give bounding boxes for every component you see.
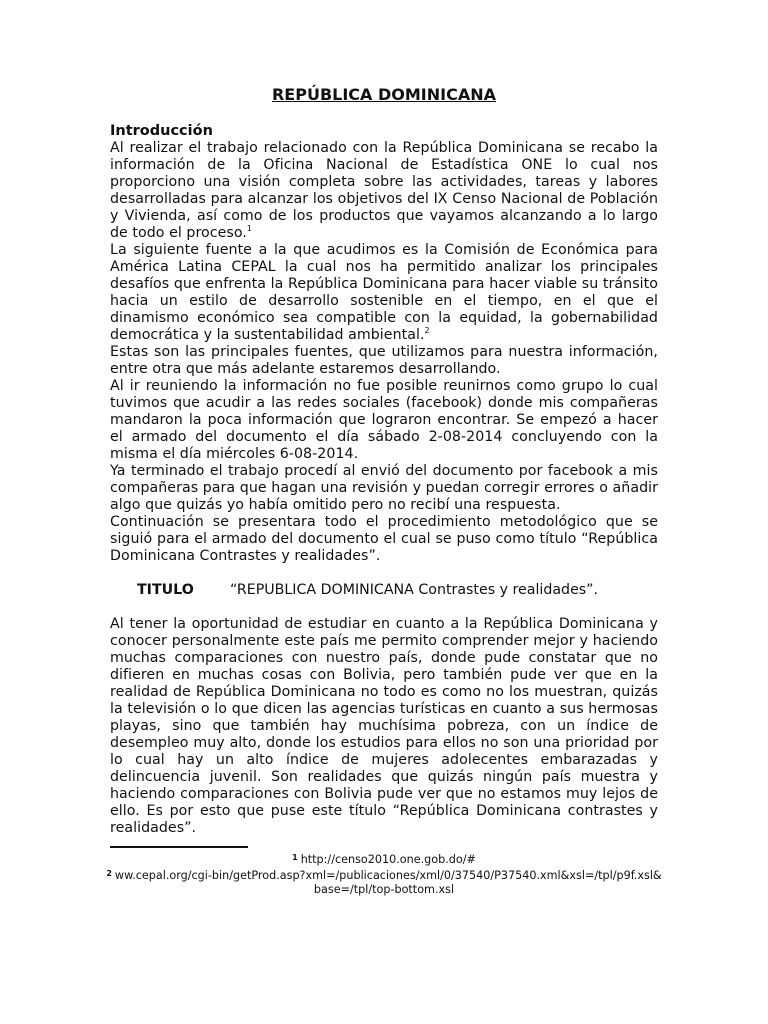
document-page (106, 84, 662, 897)
intro-paragraph-4: Al ir reuniendo la información no fue posible reunirnos como grupo lo cual tuvimos que acudir a las redes sociales (facebook) donde mis compañeras mandaron la poca información que lograron encontrar. Se empezó a hacer el armado del documento el día sábado 2-08-2014 concluyendo con la misma el día miércoles 6-08-2014. (110, 378, 658, 462)
intro-paragraph-2: La siguiente fuente a la que acudimos es la Comisión de Económica para América Latina CEPAL la cual nos ha permitido analizar los principales desafíos que enfrenta la República Dominicana para hacer viable su tránsito hacia un estilo de desarrollo sostenible en el tiempo, en el que el dinamismo económico sea compatible con la equidad, la gobernabilidad democrática y la sustentabilidad ambiental.$^2$ (110, 242, 658, 343)
intro-paragraph-3: Estas son las principales fuentes, que utilizamos para nuestra información, entre otra que más adelante estaremos desarrollando. (110, 344, 658, 377)
intro-heading: Introducción (110, 123, 213, 139)
footnote-ref-2: 2 (424, 326, 430, 335)
intro-paragraph-1: Al realizar el trabajo relacionado con la República Dominicana se recabo la información de la Oficina Nacional de Estadística ONE lo cual nos proporciono una visión completa sobre las actividades, tareas y labores desarrolladas para alcanzar los objetivos del IX Censo Nacional de Población y Vivienda, así como de los productos que vayamos alcanzando a lo largo de todo el proceso.$^1$ (110, 140, 658, 241)
footnote-2 (106, 867, 662, 897)
intro-paragraph-5: Ya terminado el trabajo procedí al envió del documento por facebook a mis compañeras para que hagan una revisión y puedan corregir errores o añadir algo que quizás yo había omitido pero no recibí una respuesta. (110, 463, 658, 513)
document-title: REPÚBLICA DOMINICANA (271, 85, 496, 104)
footnote-link[interactable]: http://censo2010.one.gob.do/# (300, 853, 476, 866)
titulo-line (110, 582, 658, 599)
footnote-link[interactable]: ww.cepal.org/cgi-bin/getProd.asp?xml=/publicaciones/xml/0/37540/P37540.xml&xsl=/tpl/p9f.xsl&base=/tpl/top-bottom.xsl (114, 869, 662, 896)
footnote-ref-1: 1 (246, 224, 253, 233)
titulo-label: TITULO (137, 582, 194, 598)
intro-paragraph-6: Continuación se presentara todo el procedimiento metodológico que se siguió para el armado del documento el cual se puso como título “República Dominicana Contrastes y realidades”. (110, 514, 658, 564)
footnote-number: 2 (106, 869, 112, 878)
body-paragraph: Al tener la oportunidad de estudiar en cuanto a la República Dominicana y conocer personalmente este país me permito comprender mejor y haciendo muchas comparaciones con nuestro país, donde pude constatar que no difieren en muchas cosas con Bolivia, pero también pude ver que en la realidad de República Dominicana no todo es como no los muestran, quizás la televisión o lo que dicen las agencias turísticas en cuanto a sus hermosas playas, sino que también hay muchísima pobreza, con un índice de desempleo muy alto, donde los estudios para ellos no son una prioridad por lo cual hay un alto índice de mujeres adolecentes embarazadas y delincuencia juvenil. Son realidades que quizás ningún país muestra y haciendo comparaciones con Bolivia pude ver que no estamos muy lejos de ello. Es por esto que puse este título “República Dominicana contrastes y realidades”. (110, 616, 658, 836)
footnote-separator (110, 846, 248, 848)
footnote-1 (106, 851, 662, 867)
titulo-value: “REPUBLICA DOMINICANA Contrastes y realidades”. (230, 582, 599, 598)
footnotes (106, 851, 662, 897)
footnote-number: 1 (292, 853, 298, 862)
